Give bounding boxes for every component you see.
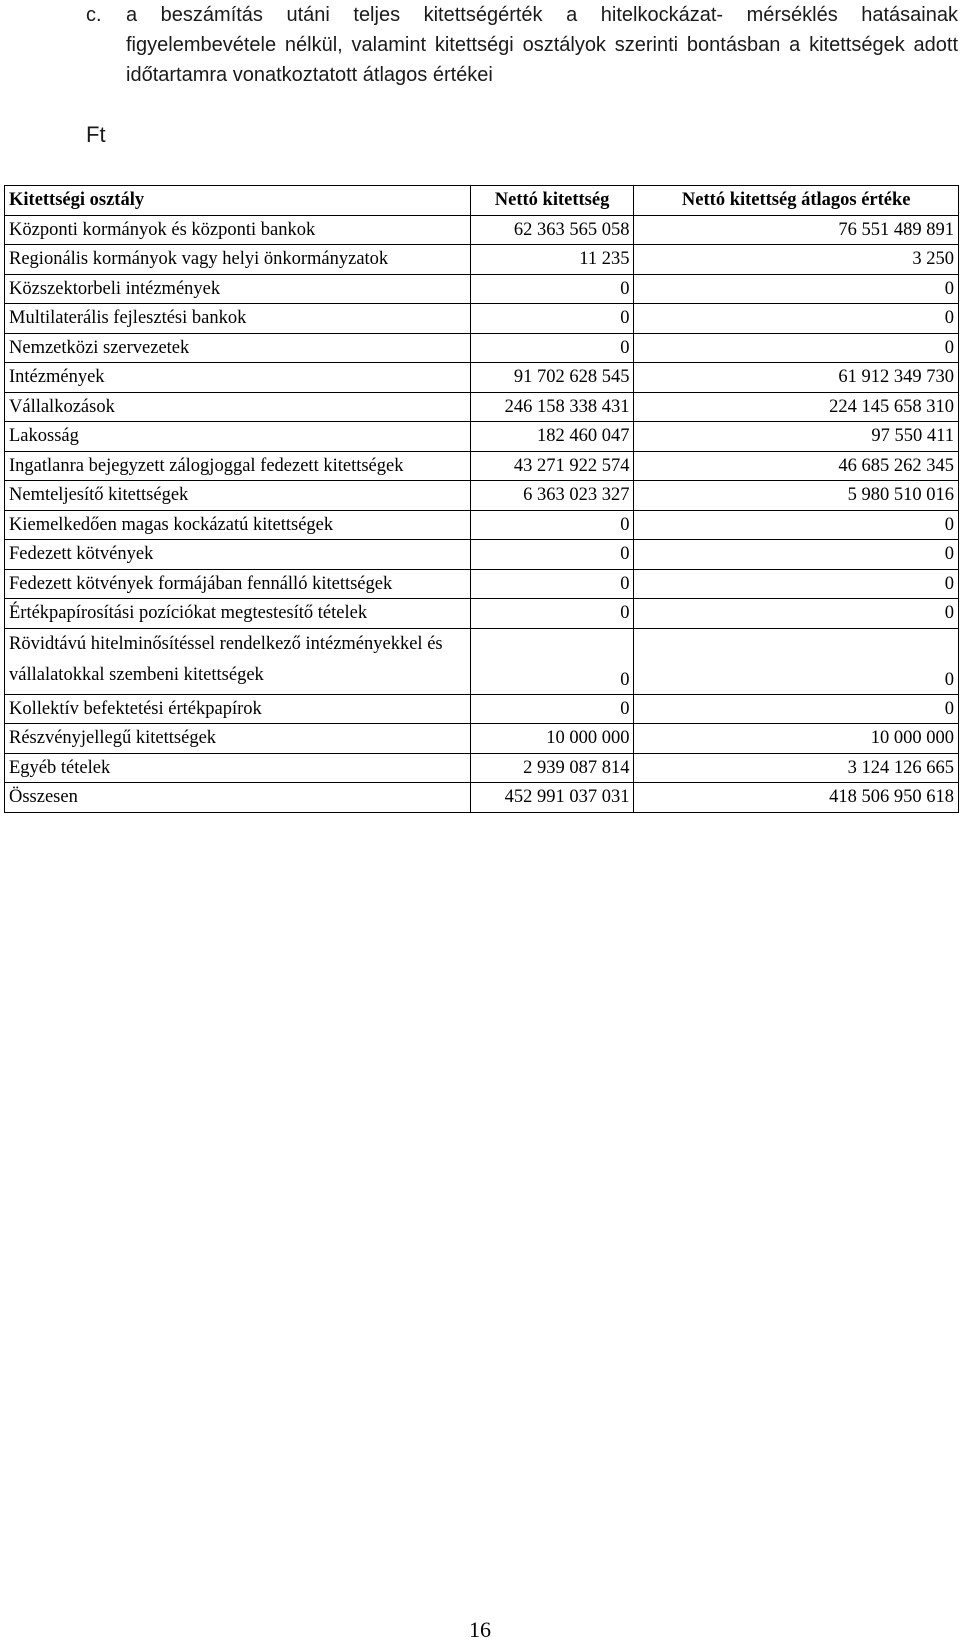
cell-exposure-class: Regionális kormányok vagy helyi önkormányzatok	[5, 245, 471, 275]
cell-exposure-class: Összesen	[5, 783, 471, 813]
cell-exposure-class: Nemteljesítő kitettségek	[5, 481, 471, 511]
table-row	[5, 451, 959, 481]
cell-exposure-class: Vállalkozások	[5, 392, 471, 422]
cell-net-exposure: 0	[470, 694, 634, 724]
cell-exposure-class: Intézmények	[5, 363, 471, 393]
cell-exposure-class: Értékpapírosítási pozíciókat megtestesítő tételek	[5, 599, 471, 629]
currency-unit: Ft	[86, 122, 106, 147]
table-row	[5, 783, 959, 813]
column-header-exposure-class: Kitettségi osztály	[5, 186, 471, 216]
cell-exposure-class: Kiemelkedően magas kockázatú kitettségek	[5, 510, 471, 540]
cell-exposure-class: Multilaterális fejlesztési bankok	[5, 304, 471, 334]
table-row	[5, 481, 959, 511]
cell-average-net-exposure: 61 912 349 730	[634, 363, 959, 393]
page-number: 16	[469, 1617, 491, 1642]
table-row	[5, 599, 959, 629]
cell-net-exposure: 91 702 628 545	[470, 363, 634, 393]
cell-exposure-class: Központi kormányok és központi bankok	[5, 215, 471, 245]
cell-net-exposure: 43 271 922 574	[470, 451, 634, 481]
cell-net-exposure: 0	[470, 569, 634, 599]
cell-average-net-exposure: 46 685 262 345	[634, 451, 959, 481]
cell-average-net-exposure: 0	[634, 694, 959, 724]
cell-exposure-class: Ingatlanra bejegyzett zálogjoggal fedezett kitettségek	[5, 451, 471, 481]
table-row	[5, 724, 959, 754]
cell-net-exposure: 0	[470, 540, 634, 570]
cell-average-net-exposure: 0	[634, 569, 959, 599]
table-row	[5, 245, 959, 275]
cell-average-net-exposure: 3 124 126 665	[634, 753, 959, 783]
section-heading	[86, 0, 958, 90]
cell-exposure-class: Kollektív befektetési értékpapírok	[5, 694, 471, 724]
cell-average-net-exposure: 0	[634, 274, 959, 304]
cell-net-exposure: 0	[470, 599, 634, 629]
cell-exposure-class: Nemzetközi szervezetek	[5, 333, 471, 363]
table-row	[5, 274, 959, 304]
cell-net-exposure: 11 235	[470, 245, 634, 275]
cell-net-exposure: 452 991 037 031	[470, 783, 634, 813]
table-header-row	[5, 186, 959, 216]
cell-net-exposure: 0	[470, 304, 634, 334]
cell-net-exposure: 0	[470, 333, 634, 363]
cell-average-net-exposure: 5 980 510 016	[634, 481, 959, 511]
cell-average-net-exposure: 224 145 658 310	[634, 392, 959, 422]
cell-average-net-exposure: 76 551 489 891	[634, 215, 959, 245]
list-marker: c.	[86, 4, 102, 26]
table-row	[5, 422, 959, 452]
cell-average-net-exposure: 3 250	[634, 245, 959, 275]
exposure-table	[4, 185, 959, 813]
cell-net-exposure: 0	[470, 628, 634, 694]
table-row	[5, 215, 959, 245]
cell-exposure-class: Részvényjellegű kitettségek	[5, 724, 471, 754]
cell-average-net-exposure: 0	[634, 628, 959, 694]
table-row	[5, 540, 959, 570]
cell-average-net-exposure: 97 550 411	[634, 422, 959, 452]
table-row	[5, 333, 959, 363]
cell-net-exposure: 0	[470, 274, 634, 304]
cell-net-exposure: 2 939 087 814	[470, 753, 634, 783]
cell-average-net-exposure: 0	[634, 333, 959, 363]
cell-net-exposure: 0	[470, 510, 634, 540]
cell-average-net-exposure: 0	[634, 304, 959, 334]
cell-net-exposure: 10 000 000	[470, 724, 634, 754]
column-header-average-net-exposure: Nettó kitettség átlagos értéke	[634, 186, 959, 216]
cell-exposure-class: Lakosság	[5, 422, 471, 452]
cell-exposure-class: Fedezett kötvények	[5, 540, 471, 570]
table-row	[5, 753, 959, 783]
cell-exposure-class: Egyéb tételek	[5, 753, 471, 783]
cell-average-net-exposure: 0	[634, 510, 959, 540]
section-heading-text: a beszámítás utáni teljes kitettségérték a hitelkockázat- mérséklés hatásainak figyelembevétele nélkül, valamint kitettségi osztályok szerinti bontásban a kitettségek adott időtartamra vonatkoztatott átlagos értékei	[126, 4, 958, 86]
table-row	[5, 363, 959, 393]
table-row	[5, 628, 959, 694]
cell-exposure-class: Közszektorbeli intézmények	[5, 274, 471, 304]
table-body	[5, 215, 959, 812]
cell-average-net-exposure: 418 506 950 618	[634, 783, 959, 813]
table-row	[5, 569, 959, 599]
cell-net-exposure: 246 158 338 431	[470, 392, 634, 422]
table-row	[5, 694, 959, 724]
table-row	[5, 392, 959, 422]
table-row	[5, 304, 959, 334]
cell-exposure-class: Fedezett kötvények formájában fennálló kitettségek	[5, 569, 471, 599]
cell-net-exposure: 62 363 565 058	[470, 215, 634, 245]
cell-average-net-exposure: 0	[634, 540, 959, 570]
cell-average-net-exposure: 10 000 000	[634, 724, 959, 754]
cell-net-exposure: 182 460 047	[470, 422, 634, 452]
cell-average-net-exposure: 0	[634, 599, 959, 629]
column-header-net-exposure: Nettó kitettség	[470, 186, 634, 216]
cell-net-exposure: 6 363 023 327	[470, 481, 634, 511]
table-row	[5, 510, 959, 540]
cell-exposure-class: Rövidtávú hitelminősítéssel rendelkező intézményekkel és vállalatokkal szembeni kitettségek	[5, 628, 471, 694]
